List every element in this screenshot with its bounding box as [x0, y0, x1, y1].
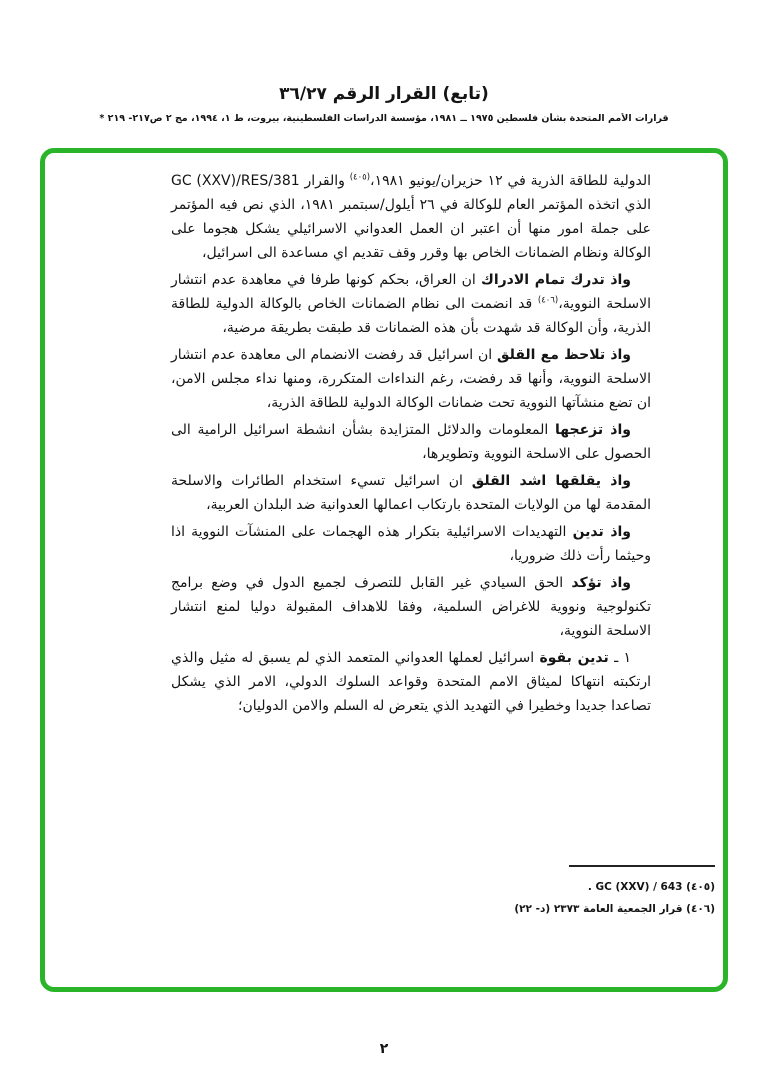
- footnote-separator: [569, 865, 715, 867]
- footnote-reference: (٤٠٥): [349, 172, 371, 183]
- footnote-item: (٤٠٥) GC (XXV) / 643 .: [587, 881, 715, 893]
- page-number: ٢: [379, 1041, 389, 1057]
- source-citation: قرارات الأمم المتحدة بشأن فلسطين ١٩٧٥ ــ ١٩٨١، مؤسسة الدراسات الفلسطينية، بيروت، ط ١، ١٩٩٤، مج ٢ ص٢١٧- ٢١٩ *: [99, 113, 669, 124]
- paragraph-text: المعلومات والدلائل المتزايدة بشأن انشطة اسرائيل الرامية الى الحصول على الاسلحة النووية وتطويرها،: [171, 422, 651, 462]
- body-paragraph: [171, 268, 651, 340]
- footnote-reference: (٤٠٦): [537, 295, 559, 306]
- paragraph-lead: واذ تزعجها: [555, 422, 631, 438]
- body-paragraph: [171, 520, 651, 568]
- document-title: (تابع) القرار الرقم ٣٦/٢٧: [279, 84, 489, 104]
- footnotes-section: [275, 865, 715, 920]
- document-header: [0, 84, 768, 124]
- highlight-frame: [40, 148, 728, 992]
- body-paragraph: [171, 418, 651, 466]
- paragraph-text: الحق السيادي غير القابل للتصرف لجميع الدول في وضع برامج تكنولوجية ونووية للاغراض السلمية، وفقا للاهداف المقبولة دوليا لمنع انتشار الاسلحة النووية،: [171, 575, 651, 639]
- body-text-column: [171, 169, 651, 721]
- paragraph-text: التهديدات الاسرائيلية بتكرار هذه الهجمات على المنشآت النووية اذا وحيثما رأت ذلك ضروريا،: [171, 524, 651, 564]
- footnote-item: (٤٠٦) قرار الجمعية العامة ٢٣٧٣ (د- ٢٢): [514, 903, 715, 915]
- paragraph-text: اسرائيل لعملها العدواني المتعمد الذي لم يسبق له مثيل والذي ارتكبته انتهاكا لميثاق الامم المتحدة وقواعد السلوك الدولي، الامر الذي يشكل تصاعدا جديدا وخطيرا في التهديد الذي يتعرض له السلم والامن الدوليان؛: [171, 650, 651, 714]
- paragraph-lead: واذ يقلقها اشد القلق: [471, 473, 631, 489]
- body-paragraph: [171, 571, 651, 643]
- paragraph-lead: واذ تلاحظ مع القلق: [496, 347, 632, 363]
- paragraph-text: ان اسرائيل تسيء استخدام الطائرات والاسلحة المقدمة لها من الولايات المتحدة بارتكاب اعمالها العدوانية ضد البلدان العربية،: [171, 473, 651, 513]
- paragraph-lead: تدين بقوة: [539, 650, 609, 666]
- paragraph-text-cont: قد انضمت الى نظام الضمانات الخاص بالوكالة الدولية للطاقة الذرية، وأن الوكالة قد شهدت بأن هذه الضمانات قد طبقت بطريقة مرضية،: [171, 296, 651, 336]
- paragraph-text: ان اسرائيل قد رفضت الانضمام الى معاهدة عدم انتشار الاسلحة النووية، وأنها قد رفضت، رغم النداءات المتكررة، ومنها نداء مجلس الامن، ان تضع منشآتها النووية تحت ضمانات الوكالة الدولية للطاقة الذرية،: [171, 347, 651, 411]
- paragraph-prefix: ١ ـ: [608, 650, 632, 666]
- body-paragraph: [171, 646, 651, 718]
- paragraph-lead: واذ تدرك تمام الادراك: [480, 272, 632, 288]
- body-paragraph: [171, 469, 651, 517]
- paragraph-text-cont: والقرار GC (XXV)/RES/381 الذي اتخذه المؤتمر العام للوكالة في ٢٦ أيلول/سبتمبر ١٩٨١، الذي نص فيه المؤتمر على جملة امور منها أن اعتبر ان العمل العدواني الاسرائيلي يشكل هجوما على الوكالة ونظام الضمانات الخاص بها وقرر وقف تقديم اي مساعدة الى اسرائيل،: [171, 173, 651, 261]
- body-paragraph: [171, 169, 651, 265]
- paragraph-lead: واذ تدين: [572, 524, 632, 540]
- paragraph-lead: واذ تؤكد: [571, 575, 632, 591]
- paragraph-text: ان العراق، بحكم كونها طرفا في معاهدة عدم انتشار الاسلحة النووية،: [171, 272, 652, 312]
- paragraph-text: الدولية للطاقة الذرية في ١٢ حزيران/يونيو ١٩٨١،: [370, 173, 651, 189]
- body-paragraph: [171, 343, 651, 415]
